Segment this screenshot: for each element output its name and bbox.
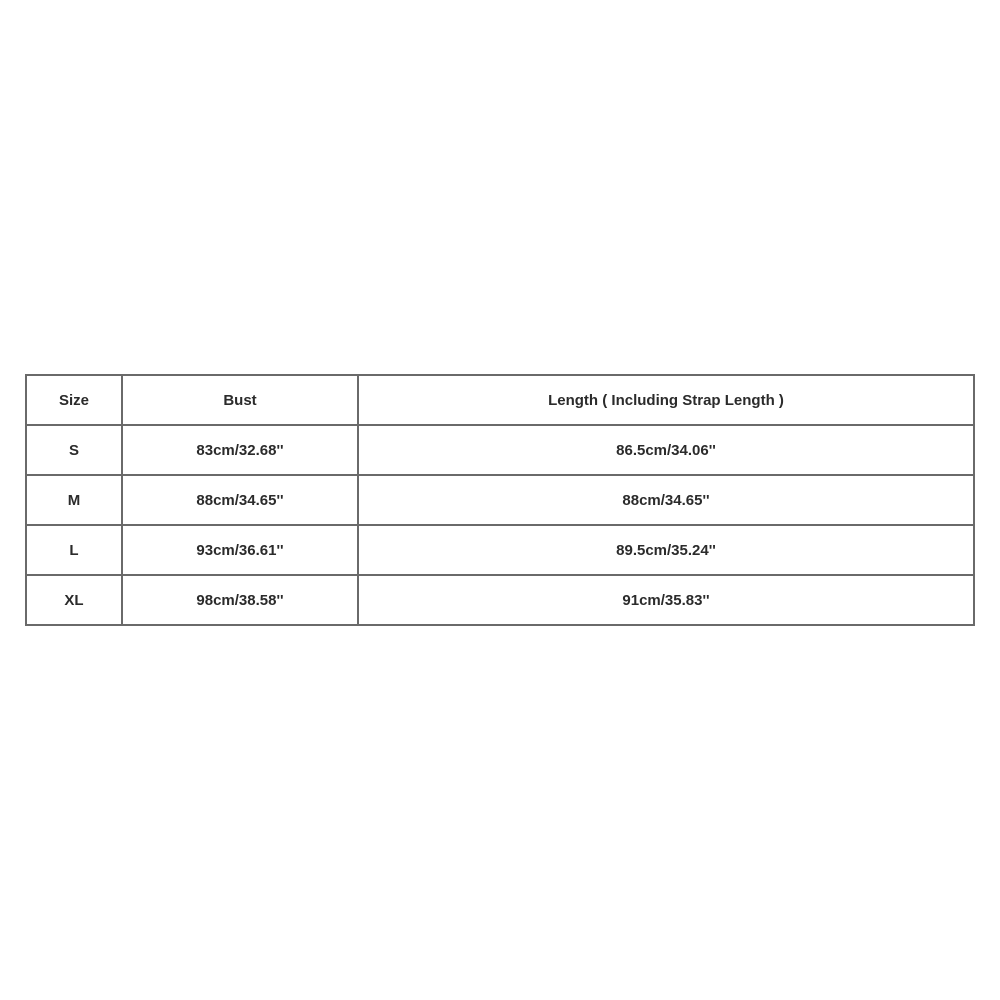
length-cell: 86.5cm/34.06'' bbox=[358, 425, 974, 475]
table-row bbox=[26, 575, 974, 625]
size-cell: S bbox=[26, 425, 122, 475]
length-cell: 89.5cm/35.24'' bbox=[358, 525, 974, 575]
table-row bbox=[26, 475, 974, 525]
bust-cell: 88cm/34.65'' bbox=[122, 475, 358, 525]
table-row bbox=[26, 525, 974, 575]
table-header-row bbox=[26, 375, 974, 425]
size-cell: M bbox=[26, 475, 122, 525]
table-row bbox=[26, 425, 974, 475]
bust-cell: 98cm/38.58'' bbox=[122, 575, 358, 625]
size-cell: L bbox=[26, 525, 122, 575]
size-chart-table bbox=[25, 374, 975, 626]
header-bust: Bust bbox=[122, 375, 358, 425]
length-cell: 88cm/34.65'' bbox=[358, 475, 974, 525]
header-size: Size bbox=[26, 375, 122, 425]
length-cell: 91cm/35.83'' bbox=[358, 575, 974, 625]
bust-cell: 83cm/32.68'' bbox=[122, 425, 358, 475]
header-length: Length ( Including Strap Length ) bbox=[358, 375, 974, 425]
size-cell: XL bbox=[26, 575, 122, 625]
bust-cell: 93cm/36.61'' bbox=[122, 525, 358, 575]
